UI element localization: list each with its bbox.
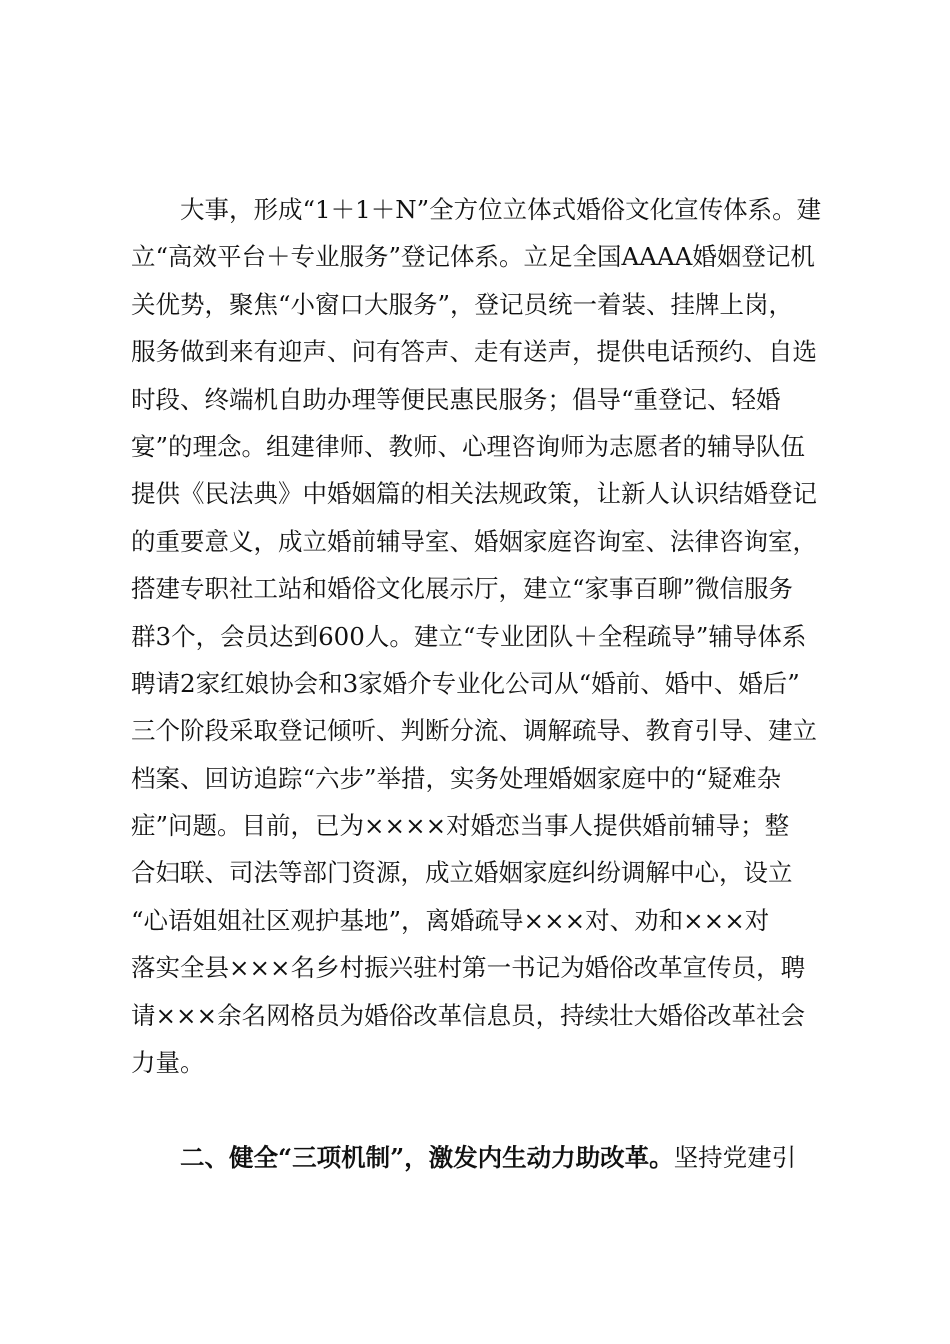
text-line: 症”问题。目前，已为××××对婚恋当事人提供婚前辅导；整 <box>131 811 790 841</box>
text-line: 提供《民法典》中婚姻篇的相关法规政策，让新人认识结婚登记 <box>131 479 817 509</box>
text-line: 搭建专职社工站和婚俗文化展示厅，建立“家事百聊”微信服务 <box>131 574 794 604</box>
text-line: 三个阶段采取登记倾听、判断分流、调解疏导、教育引导、建立 <box>131 716 817 746</box>
text-line: 群3个，会员达到600人。建立“专业团队＋全程疏导”辅导体系 <box>131 621 807 651</box>
section-two-paragraph <box>131 1134 851 1181</box>
text-line: 聘请2家红娘协会和3家婚介专业化公司从“婚前、婚中、婚后” <box>131 668 800 698</box>
section-text: 坚持党建引 <box>673 1142 797 1172</box>
text-line: “心语姐姐社区观护基地”，离婚疏导×××对、劝和×××对 <box>131 905 770 935</box>
text-line: 力量。 <box>131 1048 205 1078</box>
section-heading: 二、健全“三项机制”，激发内生动力助改革。 <box>180 1142 674 1172</box>
text-line: 落实全县×××名乡村振兴驻村第一书记为婚俗改革宣传员，聘 <box>131 953 806 983</box>
text-line: 关优势，聚焦“小窗口大服务”，登记员统一着装、挂牌上岗， <box>131 289 794 319</box>
text-line: 的重要意义，成立婚前辅导室、婚姻家庭咨询室、法律咨询室， <box>131 526 817 556</box>
text-line: 时段、终端机自助办理等便民惠民服务；倡导“重登记、轻婚 <box>131 384 781 414</box>
body-text <box>131 186 851 1181</box>
text-line: 服务做到来有迎声、问有答声、走有送声，提供电话预约、自选 <box>131 337 817 367</box>
text-line: 宴”的理念。组建律师、教师、心理咨询师为志愿者的辅导队伍 <box>131 431 806 461</box>
text-line: 合妇联、司法等部门资源，成立婚姻家庭纠纷调解中心，设立 <box>131 858 793 888</box>
text-line: 立“高效平台＋专业服务”登记体系。立足全国AAAA婚姻登记机 <box>131 242 815 272</box>
text-line: 档案、回访追踪“六步”举措，实务处理婚姻家庭中的“疑难杂 <box>131 763 782 793</box>
text-line: 请×××余名网格员为婚俗改革信息员，持续壮大婚俗改革社会 <box>131 1000 806 1030</box>
text-line: 大事，形成“1＋1＋N”全方位立体式婚俗文化宣传体系。建 <box>180 195 822 224</box>
